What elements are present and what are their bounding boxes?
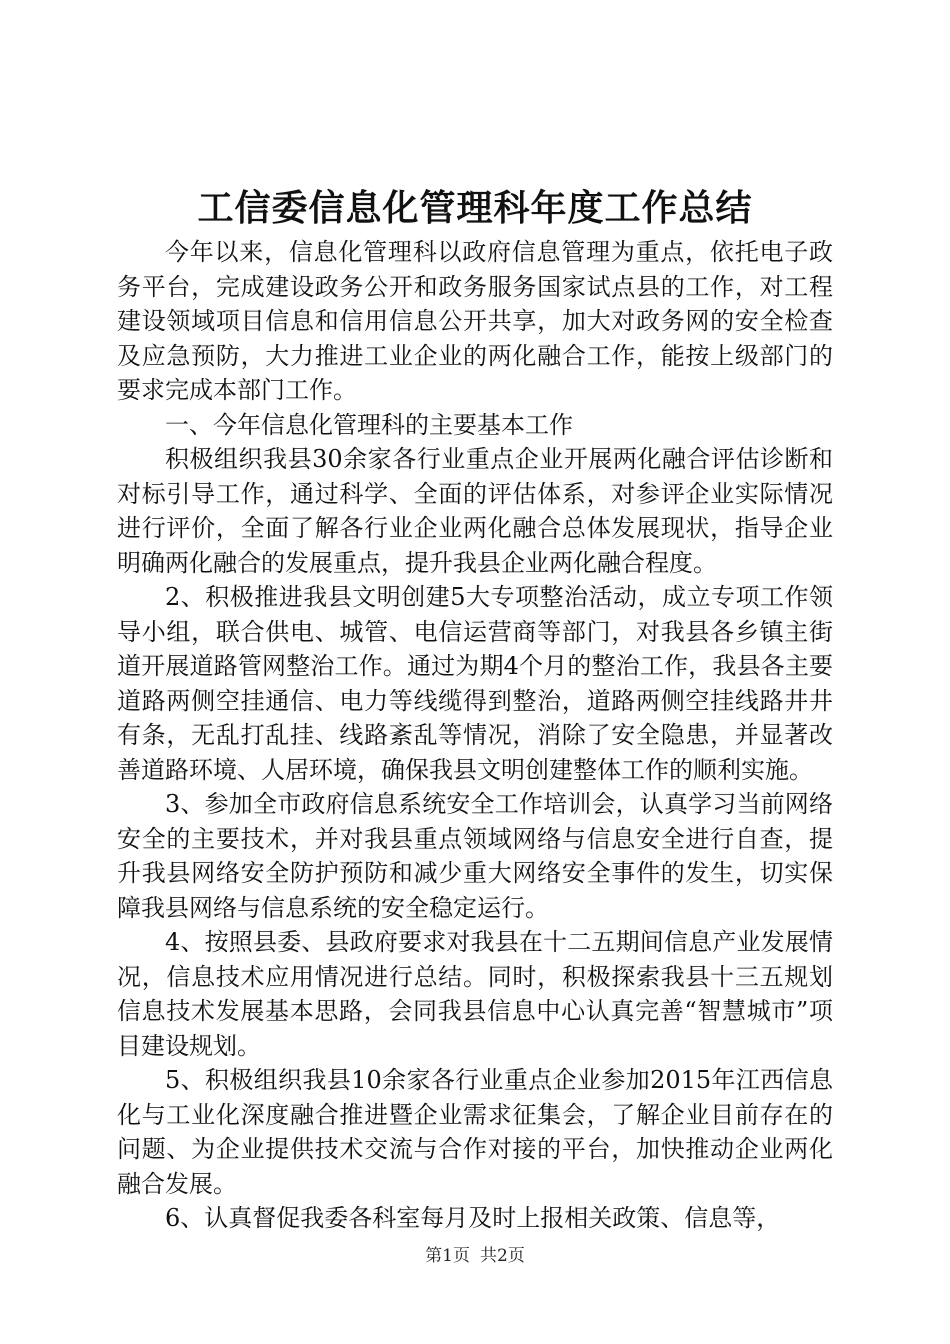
paragraph-item-2: 2、积极推进我县文明创建5大专项整治活动，成立专项工作领导小组，联合供电、城管、电信运营商等部门，对我县各乡镇主街道开展道路管网整治工作。通过为期4个月的整治工作，我县各主要道路两侧空挂通信、电力等线缆得到整治，道路两侧空挂线路井井有条，无乱打乱挂、线路紊乱等情况，消除了安全隐患，并显著改善道路环境、人居环境，确保我县文明创建整体工作的顺利实施。 bbox=[117, 583, 833, 784]
document-title: 工信委信息化管理科年度工作总结 bbox=[197, 187, 753, 229]
paragraph-item-5: 5、积极组织我县10余家各行业重点企业参加2015年江西信息化与工业化深度融合推进暨企业需求征集会，了解企业目前存在的问题、为企业提供技术交流与合作对接的平台，加快推动企业两化融合发展。 bbox=[117, 1066, 833, 1198]
paragraph-intro: 今年以来，信息化管理科以政府信息管理为重点，依托电子政务平台，完成建设政务公开和政务服务国家试点县的工作，对工程建设领域项目信息和信用信息公开共享，加大对政务网的安全检查及应急预防，大力推进工业企业的两化融合工作，能按上级部门的要求完成本部门工作。 bbox=[117, 238, 833, 404]
page-number-current: 第1页 bbox=[425, 1246, 470, 1266]
paragraph-item-4: 4、按照县委、县政府要求对我县在十二五期间信息产业发展情况，信息技术应用情况进行总结。同时，积极探索我县十三五规划信息技术发展基本思路，会同我县信息中心认真完善“智慧城市”项目建设规划。 bbox=[117, 928, 833, 1060]
paragraph-item-3: 3、参加全市政府信息系统安全工作培训会，认真学习当前网络安全的主要技术，并对我县重点领域网络与信息安全进行自查，提升我县网络安全防护预防和减少重大网络安全事件的发生，切实保障我县网络与信息系统的安全稳定运行。 bbox=[117, 790, 833, 922]
paragraph-item-1: 积极组织我县30余家各行业重点企业开展两化融合评估诊断和对标引导工作，通过科学、全面的评估体系，对参评企业实际情况进行评价，全面了解各行业企业两化融合总体发展现状，指导企业明确两化融合的发展重点，提升我县企业两化融合程度。 bbox=[117, 445, 833, 577]
section-heading: 一、今年信息化管理科的主要基本工作 bbox=[165, 410, 573, 439]
document-body bbox=[117, 235, 833, 1236]
page-footer bbox=[0, 1244, 950, 1268]
page-number-total: 共2页 bbox=[480, 1246, 525, 1266]
paragraph-item-6: 6、认真督促我委各科室每月及时上报相关政策、信息等， bbox=[165, 1204, 781, 1232]
